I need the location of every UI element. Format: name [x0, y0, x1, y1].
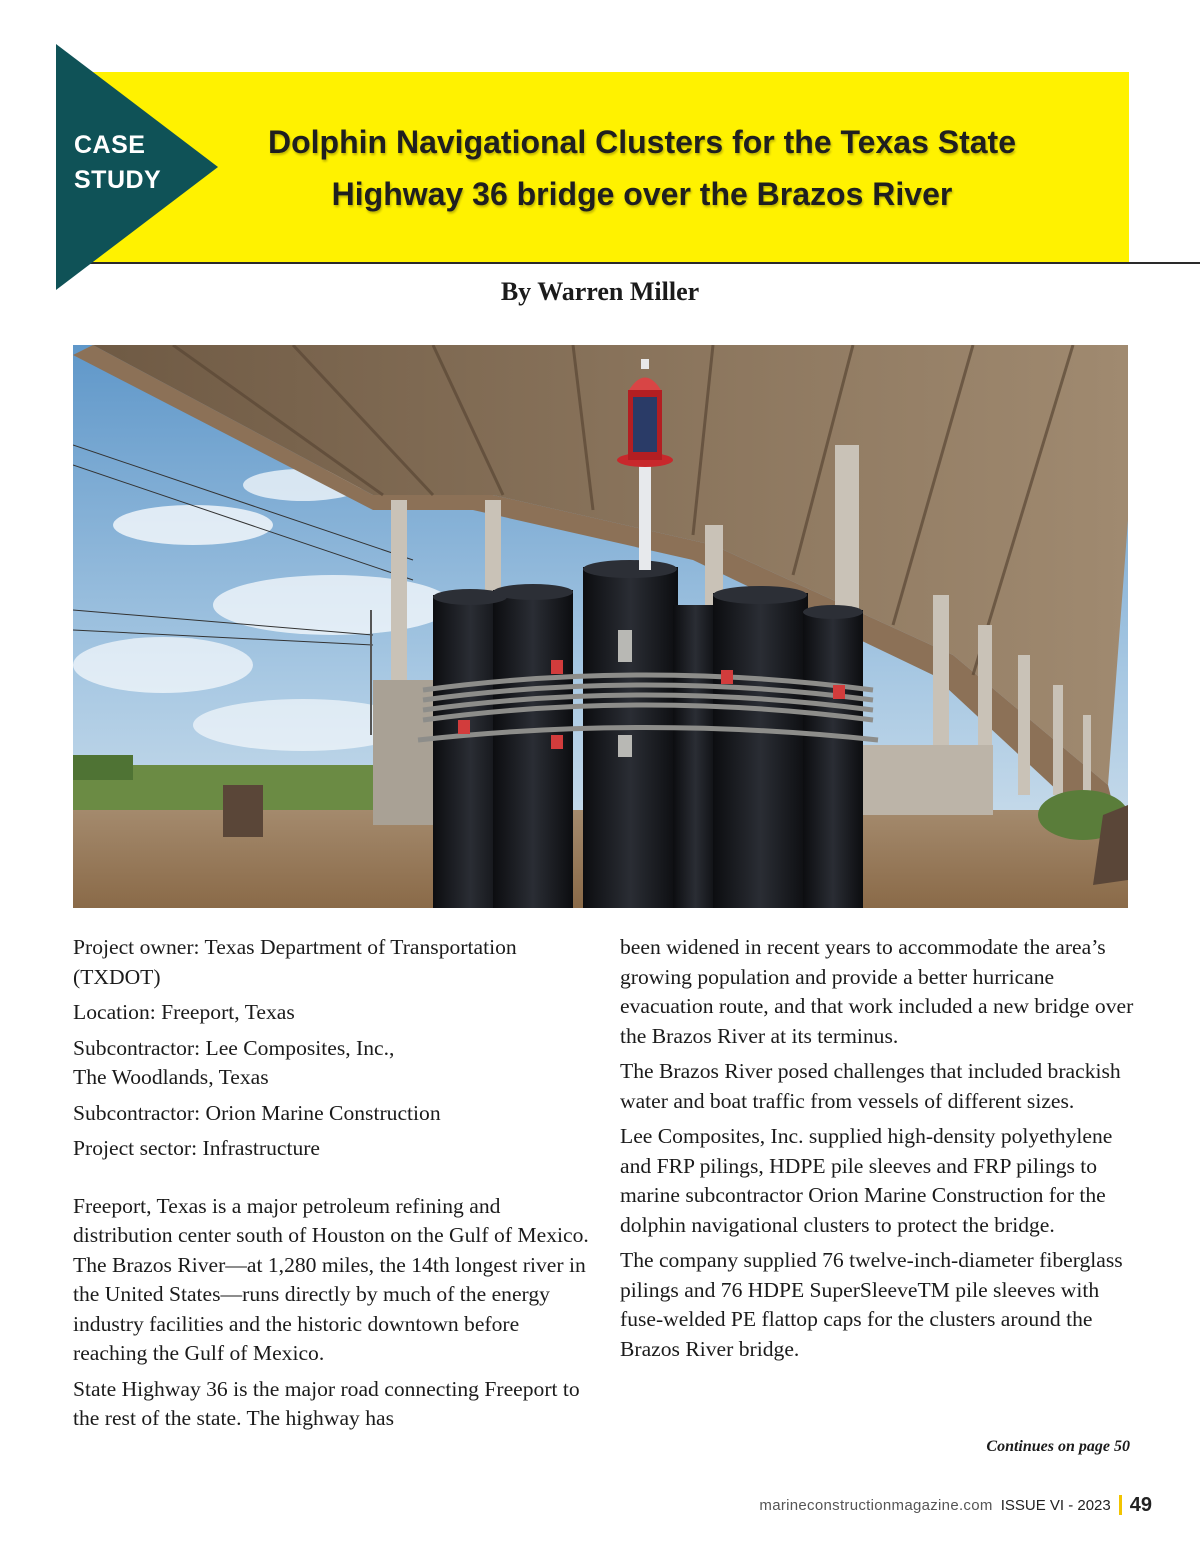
project-sector: Project sector: Infrastructure	[73, 1136, 321, 1160]
footer-divider	[1119, 1495, 1122, 1515]
subcontractor-orion: Subcontractor: Orion Marine Construction	[73, 1100, 441, 1125]
case-label-line1: CASE	[74, 131, 146, 159]
case-label-line2: STUDY	[74, 166, 162, 194]
meta-spacer	[73, 1170, 593, 1192]
case-study-label	[74, 128, 194, 198]
page-footer	[759, 1492, 1152, 1518]
page-number: 49	[1129, 1493, 1152, 1516]
footer-site: marineconstructionmagazine.com	[759, 1496, 993, 1514]
right-column	[620, 933, 1140, 1370]
body-paragraph: been widened in recent years to accommodate the area’s growing population and provide a better hurricane evacuation route, and that work included a new bridge over the Brazos River at its terminus.	[620, 935, 1134, 1048]
body-paragraph: The company supplied 76 twelve-inch-diameter fiberglass pilings and 76 HDPE SuperSleeveTM pile sleeves with fuse-welded PE flattop caps for the clusters around the Brazos River bridge.	[620, 1248, 1123, 1361]
body-paragraph: Freeport, Texas is a major petroleum refining and distribution center south of Houston on the Gulf of Mexico. The Brazos River—at 1,280 miles, the 14th longest river in the United States—runs directly by much of the energy industry facilities and the historic downtown before reaching the Gulf of Mexico.	[73, 1193, 589, 1365]
header-rule	[56, 262, 1200, 264]
left-column	[73, 933, 593, 1440]
body-paragraph: The Brazos River posed challenges that included brackish water and boat traffic from vessels of different sizes.	[620, 1059, 1121, 1113]
footer-issue: ISSUE VI - 2023	[1000, 1496, 1111, 1514]
title-line1: Dolphin Navigational Clusters for the Texas State	[268, 124, 1016, 160]
location: Location: Freeport, Texas	[73, 1000, 295, 1024]
byline: By Warren Miller	[500, 277, 700, 306]
title-line2: Highway 36 bridge over the Brazos River	[331, 176, 953, 212]
project-owner: Project owner: Texas Department of Transportation (TXDOT)	[73, 935, 517, 989]
article-photo	[73, 345, 1128, 908]
subcontractor-lee: Subcontractor: Lee Composites, Inc., The Woodlands, Texas	[73, 1035, 395, 1089]
continues-note: Continues on page 50	[986, 1438, 1130, 1455]
body-paragraph: Lee Composites, Inc. supplied high-density polyethylene and FRP pilings, HDPE pile sleeves and FRP pilings to marine subcontractor Orion Marine Construction for the dolphin navigational clusters to protect the bridge.	[620, 1124, 1113, 1237]
body-paragraph: State Highway 36 is the major road connecting Freeport to the rest of the state. The highway has	[73, 1376, 580, 1430]
article-title	[212, 116, 1072, 220]
